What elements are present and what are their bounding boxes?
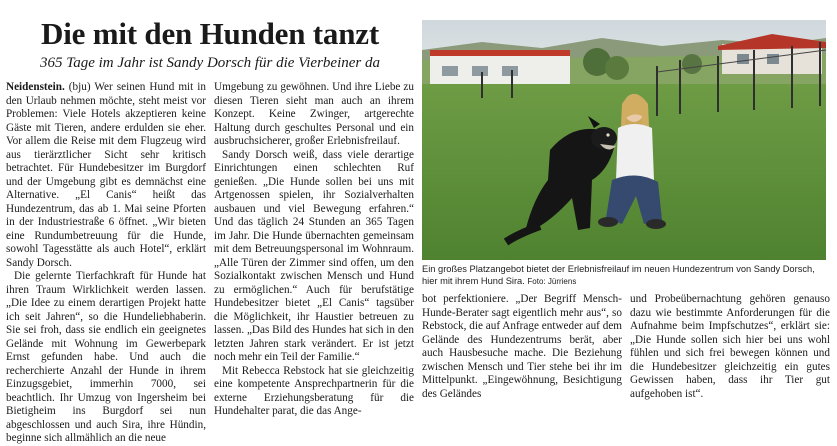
article-paragraph: Mit Rebecca Rebstock hat sie gleichzeitig eine kompetente Ansprechpartnerin für die externe Erziehungsberatung für die Hundehalter parat, die das Ange- xyxy=(214,364,414,417)
article-headline: Die mit den Hunden tanzt xyxy=(41,16,379,51)
article-paragraph: und Probeübernachtung gehören genauso dazu wie bestimmte Anforderungen für die Aufnahme beim Impfschutzes“, erklärt sie: „Die Hunde sollen sich hier bei uns wohl fühlen und sich frei bewegen können und die Hundebesitzer gleichzeitig ein gutes Gewissen haben, dass ihr Tier gut aufgehoben ist“. xyxy=(630,293,830,400)
farm-building-left xyxy=(430,50,570,88)
article-subheadline: 365 Tage im Jahr ist Sandy Dorsch für die Vierbeiner da xyxy=(40,55,380,71)
article-column-2 xyxy=(214,81,414,417)
article-column-1 xyxy=(6,81,207,444)
article-paragraph: Sandy Dorsch weiß, dass viele derartige Einrichtungen einen schlechten Ruf genießen. „Die Hunde sollen bei uns mit Artgenossen spielen, ihr Sozialverhalten ausbauen und viel Bewegung erfahren.“ Und das täglich 24 Stunden an 365 Tagen im Jahr. Die Hunde übernachten gemeinsam mit dem Betreuungspersonal im Wohnraum. „Alle Türen der Zimmer sind offen, um den Sozialkontakt zwischen Mensch und Hund zu ermöglichen.“ Auch für berufstätige Hundebesitzer bietet „El Canis“ tagsüber die Möglichkeit, ihr Haustier betreuen zu lassen. „Das Bild des Hundes hat sich in den letzten Jahren stark verändert. Er ist jetzt noch mehr ein Teil der Familie.“ xyxy=(214,148,414,363)
dateline: Neidenstein. xyxy=(6,81,65,93)
article-paragraph: Die gelernte Tierfachkraft für Hunde hat ihren Traum Wirklichkeit werden lassen. „Die Idee zu einem derartigen Projekt hatte ich seit Jahren“, so die Hundeliebhaberin. Sie sei froh, dass sie endlich ein geeignetes Gelände mit Wohnung im Gewerbepark Ernst gefunden habe. Und auch die recherchierte Anzahl der Hunde in ihrem Einzugsgebiet, immerhin 7000, sei beachtlich. Ihr Umzug von Ingersheim bei Bietigheim ins Burgdorf sei nun abgeschlossen und auch Sira, ihre Hündin, beginne sich allmählich an die neue xyxy=(6,270,206,444)
article-paragraph: bot perfektioniere. „Der Begriff Mensch-Hunde-Berater sagt eigentlich mehr aus“, so Rebstock, die auf Anfrage entweder auf dem Gelände des Hundezentrums berät, aber auch Hausbesuche mache. Die Beziehung zwischen Mensch und Tier stehe bei ihr im Mittelpunkt. „Eingewöhnung, Besichtigung des Geländes xyxy=(422,293,622,400)
photo-illustration xyxy=(422,20,826,260)
photo-credit: Foto: Jürriens xyxy=(527,277,577,286)
article-paragraph: Umgebung zu gewöhnen. Und ihre Liebe zu diesen Tieren sieht man auch an ihrem Konzept. Keine Zwinger, artgerechte Haltung durch geschultes Personal und ein ausbruchsicherer, großer Erlebnisfreilauf. xyxy=(214,81,414,147)
article-photo xyxy=(422,20,826,260)
article-paragraph xyxy=(6,81,206,270)
article-column-3 xyxy=(422,293,622,399)
paragraph-text: (bju) Wer seinen Hund mit in den Urlaub nehmen möchte, steht meist vor Problemen: Viele Hotels akzeptieren keine Gäste mit Tieren, andere erdulden sie eher. Vor allem die Reise mit dem Flugzeug wird aus tierärztlicher Sicht sehr kritisch betrachtet. Für Hundebesitzer im Burgdorf und der Umgebung gibt es demnächst eine Alternative. „El Canis“ heißt das Hundezentrum, das ab 1. Mai seine Pforten in der Industriestraße 6 öffnet. „Wir bieten eine Rundumbetreuung für die Hunde, sowohl Tagesstätte als auch Hotel“, erklärt Sandy Dorsch. xyxy=(6,81,207,269)
article-column-4 xyxy=(630,293,830,399)
caption-text: Ein großes Platzangebot bietet der Erlebnisfreilauf im neuen Hundezentrum von Sandy Dorsch, hier mit ihrem Hund Sira. xyxy=(422,264,815,286)
photo-caption xyxy=(422,263,826,288)
